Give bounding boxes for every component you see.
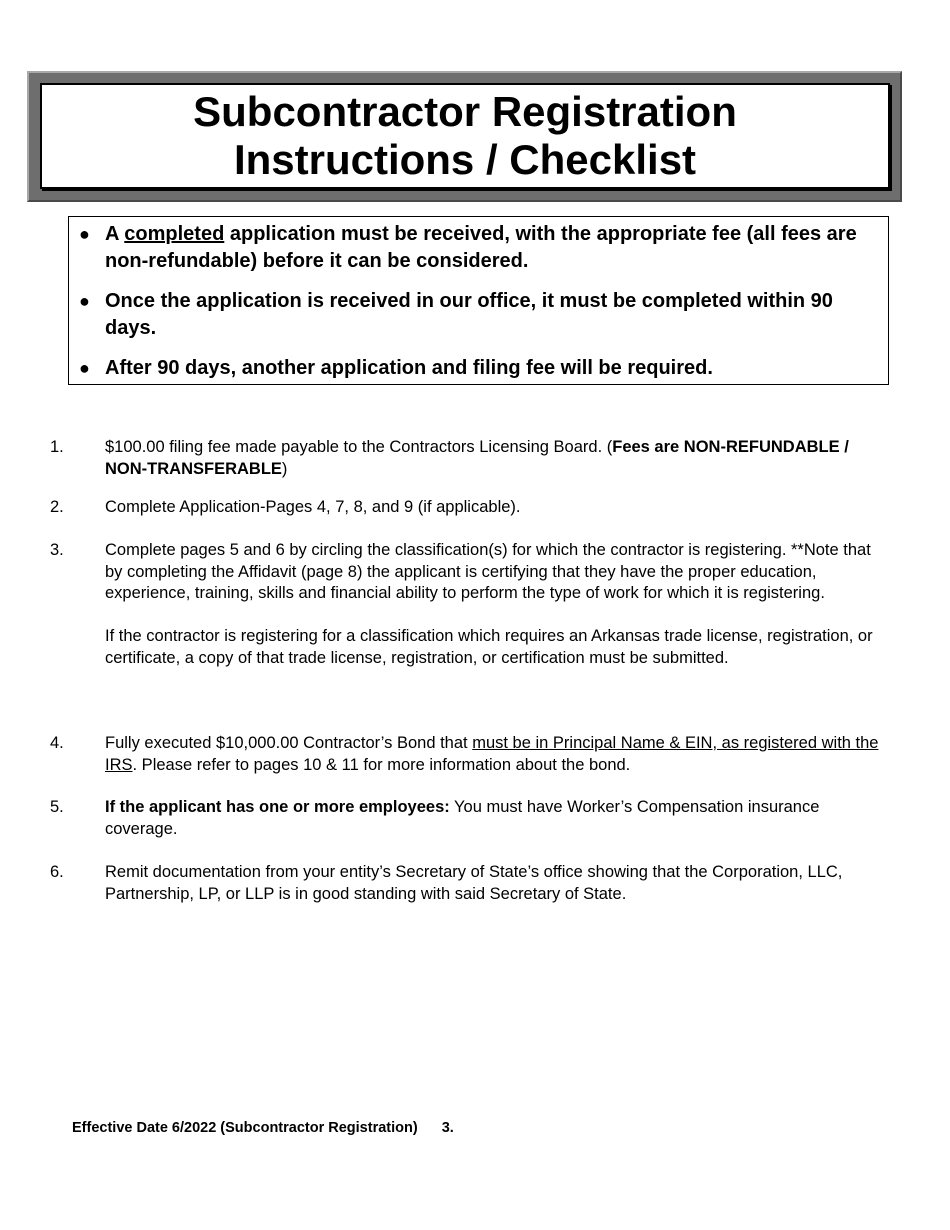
item-number: 6. bbox=[50, 863, 64, 881]
notice-item-completed-application bbox=[79, 221, 870, 275]
notice-item-90-days bbox=[79, 288, 870, 342]
item-body: Remit documentation from your entity’s Secretary of State’s office showing that the Corporation, LLC, Partnership, LP, or LLP is in good standing with said Secretary of State. bbox=[105, 863, 843, 903]
item-text-close: ) bbox=[281, 459, 288, 478]
checklist-item-3 bbox=[50, 540, 890, 669]
page-title-line-1: Subcontractor Registration bbox=[193, 88, 737, 135]
item-text: $100.00 filing fee made payable to the Contractors Licensing Board. ( bbox=[105, 438, 613, 456]
notice-text: Once the application is received in our office, it must be completed within 90 days. bbox=[105, 290, 833, 339]
page-number: 3. bbox=[441, 1120, 454, 1136]
item-number: 5. bbox=[50, 798, 64, 816]
notice-text: After 90 days, another application and filing fee will be required. bbox=[105, 357, 713, 379]
item-bold-text: If the applicant has one or more employees: bbox=[105, 798, 450, 816]
item-body bbox=[105, 733, 890, 776]
notice-text-pre: A bbox=[105, 223, 125, 245]
page-footer bbox=[72, 1120, 454, 1136]
item-body bbox=[105, 540, 890, 669]
item-text: You must have Worker’s Compensation insurance coverage. bbox=[105, 798, 820, 838]
notice-text-post: application must be received, with the appropriate fee (all fees are non-refundable) before it can be considered. bbox=[105, 223, 857, 272]
item-number: 3. bbox=[50, 541, 64, 559]
item-text-pre: Fully executed $10,000.00 Contractor’s Bond that bbox=[105, 734, 473, 752]
item-paragraph-2: If the contractor is registering for a classification which requires an Arkansas trade license, registration, or certificate, a copy of that trade license, registration, or certification must be submitted. bbox=[105, 627, 873, 667]
checklist-item-1 bbox=[50, 437, 890, 480]
item-body bbox=[105, 437, 890, 480]
important-notice-box bbox=[68, 216, 889, 385]
page-title-line-2: Instructions / Checklist bbox=[233, 136, 697, 183]
item-body: Complete Application-Pages 4, 7, 8, and 9 (if applicable). bbox=[105, 498, 521, 516]
notice-item-refiling bbox=[79, 355, 870, 382]
item-text-post: . Please refer to pages 10 & 11 for more information about the bond. bbox=[132, 755, 631, 774]
title-box bbox=[40, 83, 890, 189]
checklist-item-2 bbox=[50, 497, 890, 519]
bullet-icon: ● bbox=[79, 291, 90, 311]
checklist-item-6 bbox=[50, 862, 890, 905]
checklist-item-5 bbox=[50, 797, 890, 840]
checklist-item-4 bbox=[50, 733, 890, 776]
bullet-icon: ● bbox=[79, 358, 90, 378]
item-number: 2. bbox=[50, 498, 64, 516]
bullet-icon: ● bbox=[79, 224, 90, 244]
item-paragraph-1: Complete pages 5 and 6 by circling the classification(s) for which the contractor is registering. **Note that by completing the Affidavit (page 8) the applicant is certifying that they have the proper education, experience, training, skills and financial ability to perform the type of work for which it is registering. bbox=[105, 541, 871, 602]
item-number: 1. bbox=[50, 438, 64, 456]
item-text-underlined: must be in Principal Name & EIN, as registered with the IRS bbox=[105, 734, 879, 774]
item-body bbox=[105, 797, 890, 840]
title-frame bbox=[27, 71, 902, 202]
effective-date: Effective Date 6/2022 (Subcontractor Registration) bbox=[72, 1120, 418, 1136]
notice-text-underlined: completed bbox=[124, 223, 225, 245]
item-number: 4. bbox=[50, 734, 64, 752]
item-bold-text: Fees are NON-REFUNDABLE / NON-TRANSFERABLE bbox=[105, 438, 849, 478]
